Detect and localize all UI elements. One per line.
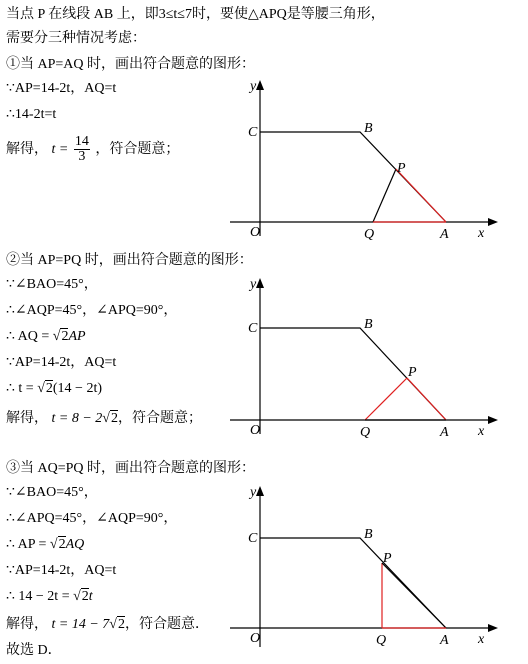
segment-PA (407, 378, 446, 420)
sqrt-sign: √ (102, 411, 110, 426)
label-A: A (440, 227, 449, 242)
label-Q: Q (360, 425, 371, 440)
case3-l3-post: AQ (65, 537, 85, 552)
label-Q: Q (364, 227, 375, 242)
case2-line-1: ∵∠BAO=45°， (6, 277, 98, 292)
sqrt-sign: √ (73, 589, 81, 604)
case1-fraction (74, 135, 90, 164)
case2-l3-pre: ∴ AQ = (6, 329, 53, 344)
case3-l5-pre: ∴ 14 − 2t = (6, 589, 74, 604)
case3-line-2: ∴∠APQ=45°，∠AQP=90°， (6, 511, 178, 526)
intro-line-2: 需要分三种情况考虑： (6, 31, 146, 46)
case2-line-3 (6, 328, 86, 345)
case2-l5-post: (14 − 2t) (52, 381, 102, 396)
label-y: y (250, 277, 257, 292)
y-axis-arrow (256, 80, 264, 90)
label-x: x (478, 632, 485, 647)
case1-line-2: ∴14-2t=t (6, 107, 57, 122)
case3-line-1: ∵∠BAO=45°， (6, 485, 98, 500)
figure-case3 (230, 482, 500, 657)
label-B: B (364, 527, 373, 542)
sqrt-sign: √ (37, 381, 45, 396)
case2-sol-root: 2 (110, 411, 118, 426)
case1-sol-pre: 解得， (6, 142, 48, 157)
case2-l3-post: AP (68, 329, 86, 344)
figure-case1 (230, 76, 500, 246)
label-P: P (408, 365, 417, 380)
figure-case2 (230, 274, 500, 444)
label-y: y (250, 79, 257, 94)
label-C: C (248, 321, 258, 336)
case2-solution (6, 410, 202, 427)
case3-line-3 (6, 536, 84, 553)
label-x: x (478, 424, 485, 439)
case1-heading: ①当 AP=AQ 时，画出符合题意的图形： (6, 57, 256, 72)
case1-fraction-den: 3 (78, 149, 86, 165)
case1-fraction-num: 14 (74, 134, 89, 150)
figure-case3-svg (230, 482, 500, 657)
label-O: O (250, 225, 261, 240)
label-y: y (250, 485, 257, 500)
case1-solution (6, 130, 179, 170)
case3-line-5 (6, 588, 93, 605)
case2-l5-pre: ∴ t = (6, 381, 38, 396)
case3-heading: ③当 AQ=PQ 时，画出符合题意的图形： (6, 461, 256, 476)
path-C-B-A (260, 132, 446, 222)
case2-line-2: ∴∠AQP=45°，∠APQ=90°， (6, 303, 178, 318)
case2-l5-root: 2 (45, 381, 53, 396)
label-B: B (364, 121, 373, 136)
figure-case2-svg (230, 274, 500, 444)
x-axis-arrow (488, 218, 498, 226)
case2-sol-pre: 解得， (6, 411, 48, 426)
label-C: C (248, 125, 258, 140)
path-C-B-A (260, 328, 446, 420)
sqrt-sign: √ (49, 537, 58, 552)
figure-case1-svg (230, 76, 500, 246)
case3-sol-root: 2 (117, 617, 125, 632)
case3-l3-pre: ∴ AP = (6, 537, 50, 552)
y-axis-arrow (256, 486, 264, 496)
label-A: A (440, 633, 449, 648)
case3-sol-post: ，符合题意． (124, 617, 209, 632)
case2-sol-val: t = 8 − 2 (51, 411, 103, 426)
label-O: O (250, 631, 261, 646)
sqrt-sign: √ (52, 329, 61, 344)
label-Q: Q (376, 633, 387, 648)
case2-line-4: ∵AP=14-2t，AQ=t (6, 355, 117, 370)
case3-l5-post: t (88, 589, 93, 604)
case3-l5-root: 2 (81, 589, 89, 604)
path-C-B-A (260, 538, 446, 628)
segment-PA (396, 169, 446, 222)
label-P: P (397, 161, 406, 176)
sqrt-sign: √ (109, 617, 117, 632)
case3-sol-pre: 解得， (6, 617, 48, 632)
case3-l3-root: 2 (58, 537, 66, 552)
case1-sol-post: ，符合题意； (95, 142, 180, 157)
case2-line-5 (6, 380, 102, 397)
case3-answer: 故选 D． (6, 643, 62, 658)
case3-line-4: ∵AP=14-2t，AQ=t (6, 563, 117, 578)
case2-heading: ②当 AP=PQ 时，画出符合题意的图形： (6, 253, 253, 268)
case3-solution (6, 616, 209, 633)
x-axis-arrow (488, 624, 498, 632)
case3-sol-val: t = 14 − 7 (51, 617, 110, 632)
intro-line-1: 当点 P 在线段 AB 上，即3≤t≤7时，要使△APQ是等腰三角形， (6, 7, 385, 22)
case1-line-1: ∵AP=14-2t，AQ=t (6, 81, 117, 96)
segment-PA (382, 563, 446, 628)
segment-QP (373, 169, 396, 222)
y-axis-arrow (256, 278, 264, 288)
case2-l3-root: 2 (61, 329, 69, 344)
label-P: P (383, 551, 392, 566)
label-O: O (250, 423, 261, 438)
label-B: B (364, 317, 373, 332)
x-axis-arrow (488, 416, 498, 424)
case2-sol-post: ，符合题意； (117, 411, 202, 426)
label-C: C (248, 531, 258, 546)
case1-t-eq: t = (51, 142, 69, 157)
segment-QP (365, 378, 407, 420)
label-A: A (440, 425, 449, 440)
label-x: x (478, 226, 485, 241)
